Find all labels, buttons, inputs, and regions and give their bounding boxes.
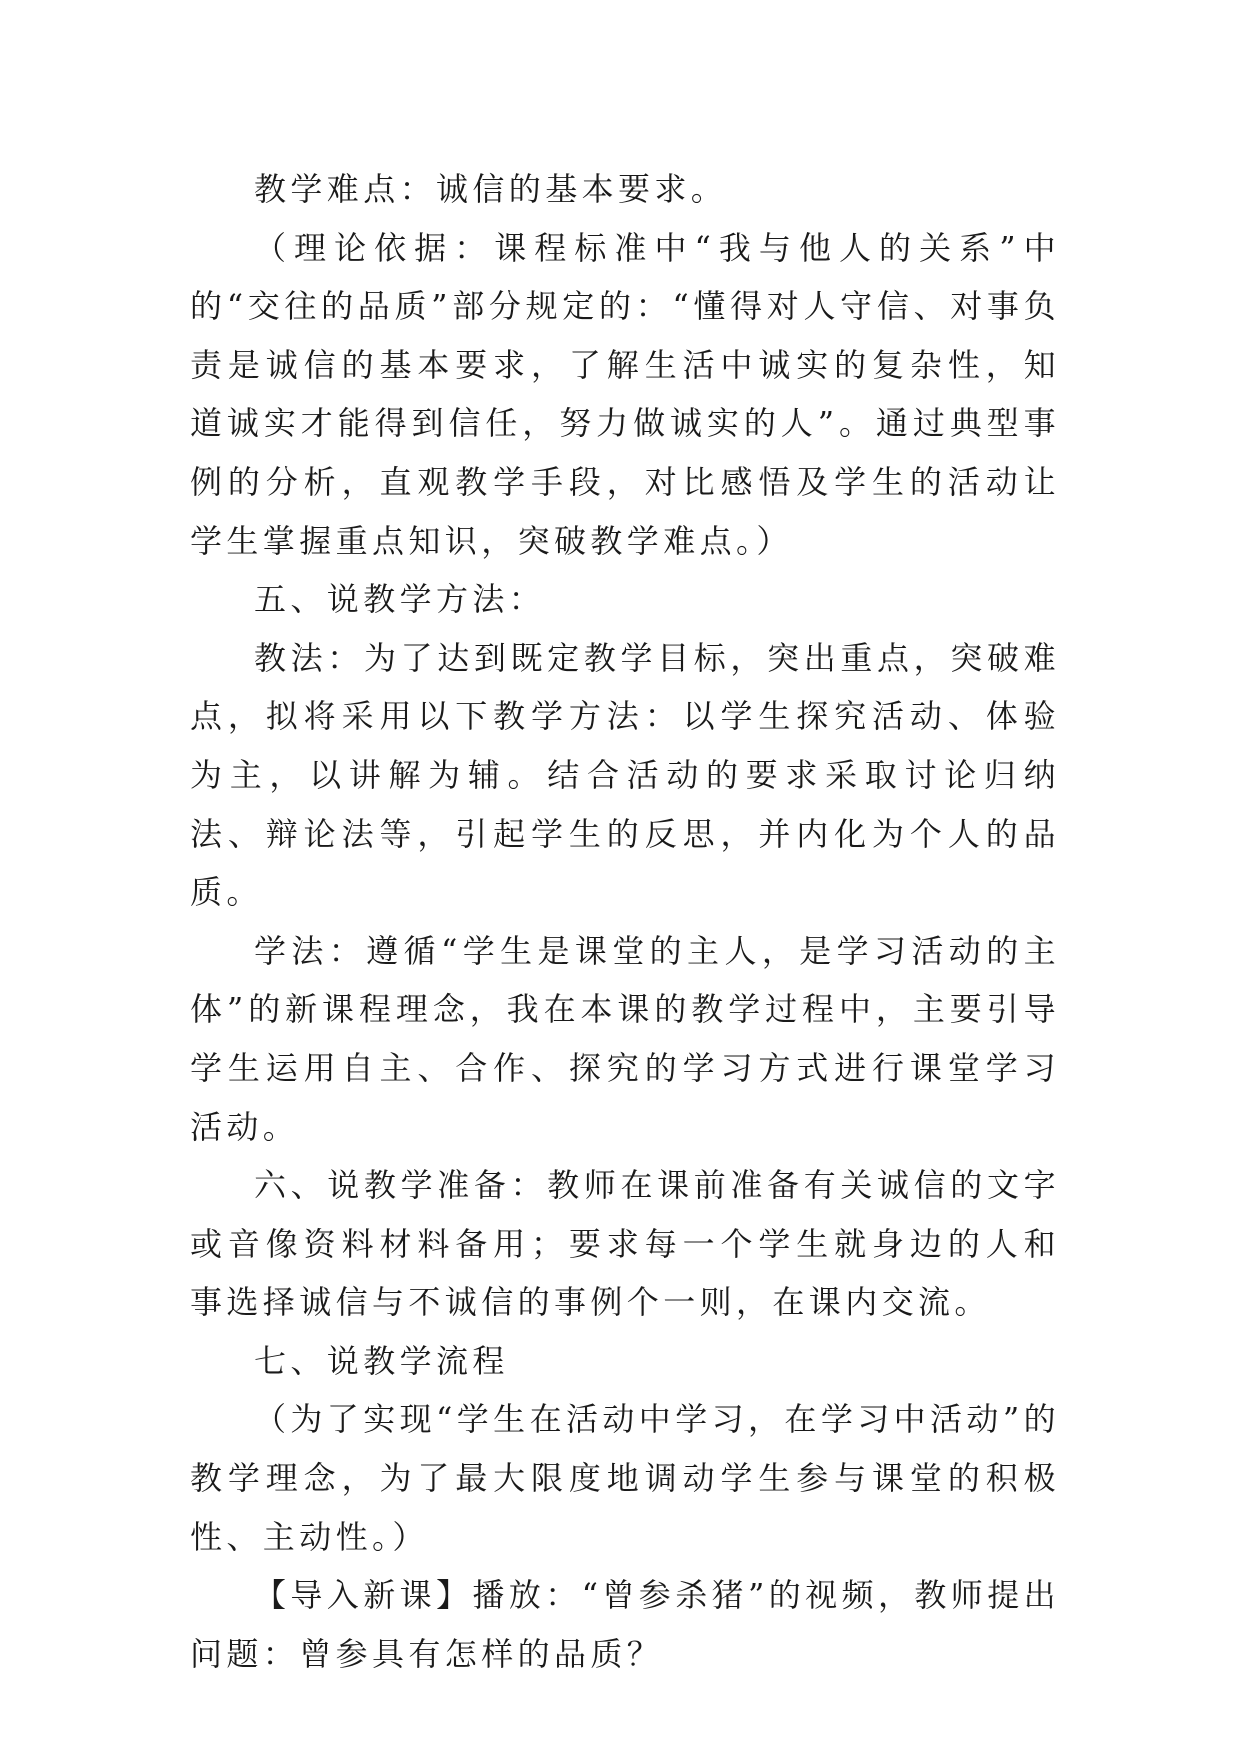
paragraph-lesson-introduction: 【导入新课】播放：“曾参杀猪”的视频，教师提出问题：曾参具有怎样的品质？ xyxy=(190,1576,1060,1673)
paragraph-learning-method: 学法：遵循“学生是课堂的主人，是学习活动的主体”的新课程理念，我在本课的教学过程中，主要引导学生运用自主、合作、探究的学习方式进行课堂学习活动。 xyxy=(190,931,1060,1146)
paragraph-process-rationale: （为了实现“学生在活动中学习，在学习中活动”的教学理念，为了最大限度地调动学生参与课堂的积极性、主动性。） xyxy=(190,1400,1060,1556)
paragraph-teaching-difficulty: 教学难点：诚信的基本要求。 xyxy=(254,170,728,208)
document-body xyxy=(190,160,1060,1683)
heading-teaching-process: 七、说教学流程 xyxy=(254,1341,509,1380)
paragraph-teaching-method: 教法：为了达到既定教学目标，突出重点，突破难点，拟将采用以下教学方法：以学生探究活动、体验为主，以讲解为辅。结合活动的要求采取讨论归纳法、辩论法等，引起学生的反思，并内化为个人的品质。 xyxy=(190,638,1060,912)
paragraph-theoretical-basis: （理论依据：课程标准中“我与他人的关系”中的“交往的品质”部分规定的：“懂得对人守信、对事负责是诚信的基本要求，了解生活中诚实的复杂性，知道诚实才能得到信任，努力做诚实的人”。通过典型事例的分析，直观教学手段，对比感悟及学生的活动让学生掌握重点知识，突破教学难点。） xyxy=(190,228,1060,560)
paragraph-teaching-preparation: 六、说教学准备：教师在课前准备有关诚信的文字或音像资料材料备用；要求每一个学生就身边的人和事选择诚信与不诚信的事例个一则，在课内交流。 xyxy=(190,1166,1060,1322)
heading-teaching-methods: 五、说教学方法： xyxy=(254,580,546,619)
